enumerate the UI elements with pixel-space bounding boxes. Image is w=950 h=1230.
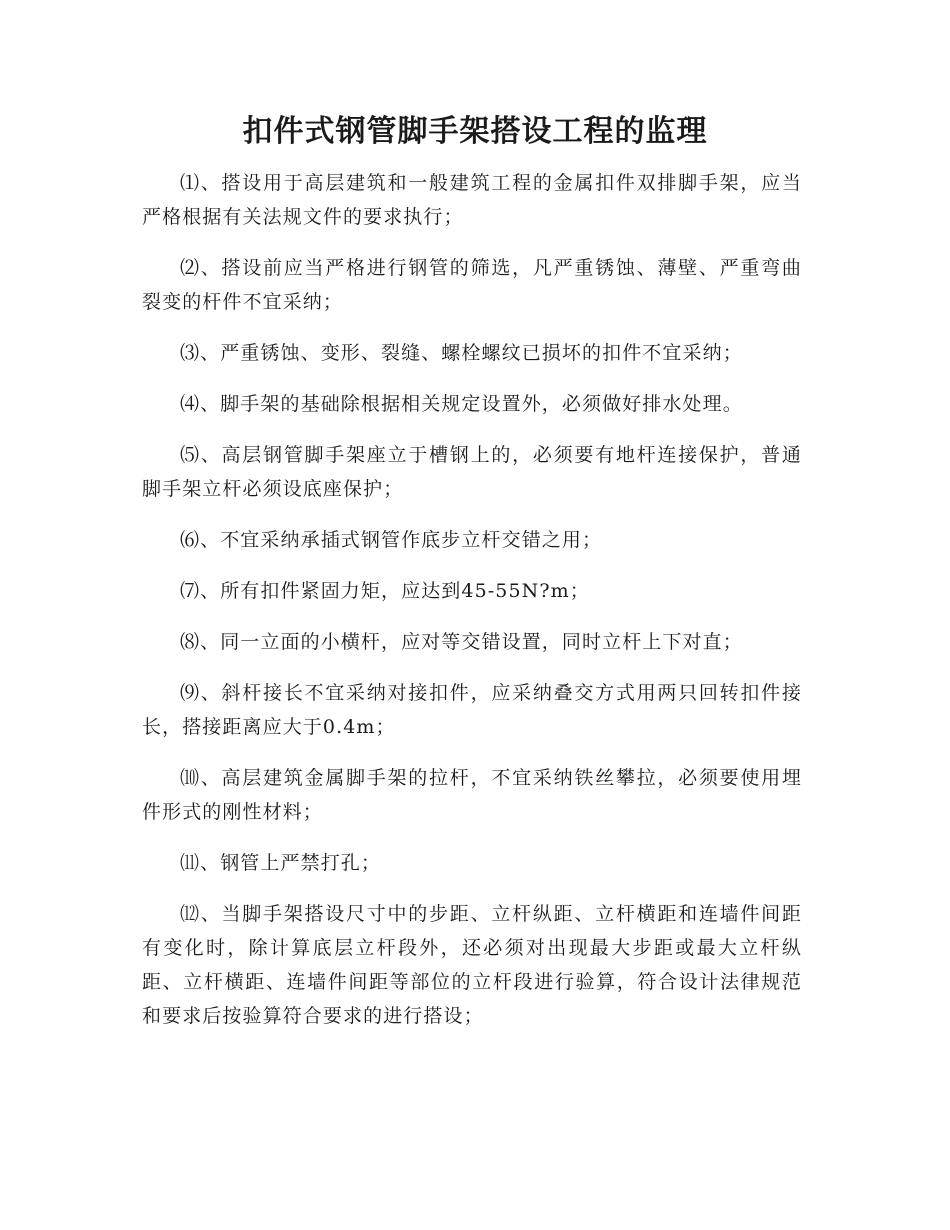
paragraph-2: ⑵、搭设前应当严格进行钢管的筛选，凡严重锈蚀、薄壁、严重弯曲裂变的杆件不宜采纳； — [142, 257, 802, 313]
paragraph-10: ⑽、高层建筑金属脚手架的拉杆，不宜采纳铁丝攀拉，必须要使用埋件形式的刚性材料； — [142, 767, 802, 823]
document-body — [142, 166, 802, 1050]
paragraph-11: ⑾、钢管上严禁打孔； — [180, 852, 382, 874]
paragraph-12: ⑿、当脚手架搭设尺寸中的步距、立杆纵距、立杆横距和连墙件间距有变化时，除计算底层立杆段外，还必须对出现最大步距或最大立杆纵距、立杆横距、连墙件间距等部位的立杆段进行验算，符合设计法律规范和要求后按验算符合要求的进行搭设； — [142, 903, 802, 1027]
paragraph-3: ⑶、严重锈蚀、变形、裂缝、螺栓螺纹已损坏的扣件不宜采纳； — [180, 342, 743, 364]
paragraph-1: ⑴、搭设用于高层建筑和一般建筑工程的金属扣件双排脚手架，应当严格根据有关法规文件的要求执行； — [142, 172, 802, 228]
paragraph-8: ⑻、同一立面的小横杆，应对等交错设置，同时立杆上下对直； — [180, 631, 743, 653]
paragraph-9: ⑼、斜杆接长不宜采纳对接扣件，应采纳叠交方式用两只回转扣件接长，搭接距离应大于0.4m； — [142, 682, 802, 738]
paragraph-7: ⑺、所有扣件紧固力矩，应达到45-55N?m； — [180, 580, 590, 602]
paragraph-6: ⑹、不宜采纳承插式钢管作底步立杆交错之用； — [180, 529, 603, 551]
paragraph-4: ⑷、脚手架的基础除根据相关规定设置外，必须做好排水处理。 — [180, 393, 743, 415]
document-title: 扣件式钢管脚手架搭设工程的监理 — [242, 114, 708, 149]
paragraph-5: ⑸、高层钢管脚手架座立于槽钢上的，必须要有地杆连接保护，普通脚手架立杆必须设底座保护； — [142, 444, 802, 500]
